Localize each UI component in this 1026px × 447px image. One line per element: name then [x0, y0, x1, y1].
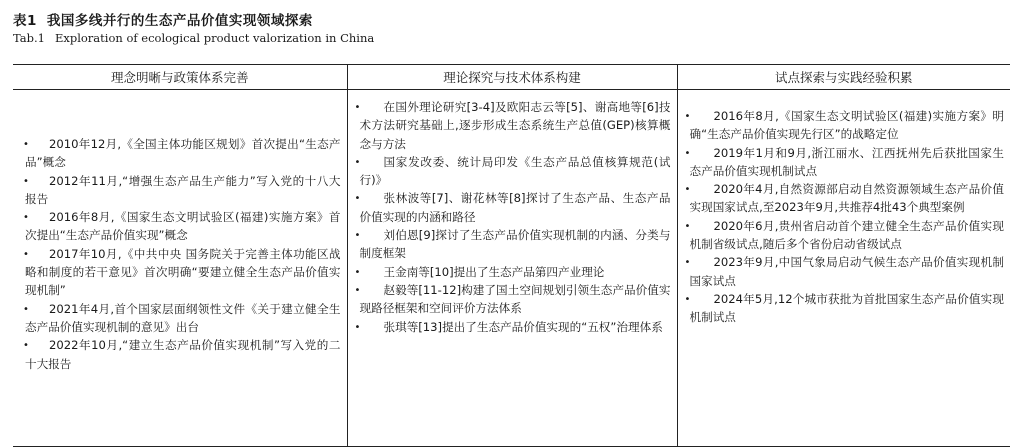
- policy-list: [17, 135, 343, 373]
- list-item: • 2017年10月,《中共中央 国务院关于完善主体功能区战略和制度的若干意见》首次明确“要建立健全生态产品价值实现机制”: [17, 245, 341, 300]
- list-item: • 2016年8月,《国家生态文明试验区(福建)实施方案》明确“生态产品价值实现先行区”的战略定位: [682, 107, 1005, 144]
- list-item: • 在国外理论研究[3-4]及欧阳志云等[5]、谢高地等[6]技术方法研究基础上,逐步形成生态系统生产总值(GEP)核算概念与方法: [352, 98, 671, 153]
- table-title-text: 我国多线并行的生态产品价值实现领域探索: [46, 13, 313, 29]
- column-header: 理念明晰与政策体系完善: [13, 65, 347, 90]
- table-title-en: [13, 31, 374, 45]
- column-header: 试点探索与实践经验积累: [677, 65, 1010, 90]
- theory-column-cell: [347, 90, 677, 447]
- list-item: • 2012年11月,“增强生态产品生产能力”写入党的十八大报告: [17, 172, 341, 209]
- list-item: • 国家发改委、统计局印发《生态产品总值核算规范(试行)》: [352, 153, 671, 190]
- table-header-row: [13, 65, 1010, 90]
- policy-column-cell: [13, 90, 347, 447]
- list-item: • 2019年1月和9月,浙江丽水、江西抚州先后获批国家生态产品价值实现机制试点: [682, 144, 1005, 181]
- table-title-zh: [13, 9, 313, 29]
- table-row: [13, 90, 1010, 447]
- list-item: • 刘伯恩[9]探讨了生态产品价值实现机制的内涵、分类与制度框架: [352, 226, 671, 263]
- list-item: • 王金南等[10]提出了生态产品第四产业理论: [352, 263, 671, 281]
- table-label: 表1: [13, 13, 37, 29]
- pilot-column-cell: [677, 90, 1010, 447]
- list-item: • 2023年9月,中国气象局启动气候生态产品价值实现机制国家试点: [682, 253, 1005, 290]
- column-header: 理论探究与技术体系构建: [347, 65, 677, 90]
- list-item: • 2016年8月,《国家生态文明试验区(福建)实施方案》首次提出“生态产品价值实现”概念: [17, 208, 341, 245]
- list-item: • 2022年10月,“建立生态产品价值实现机制”写入党的二十大报告: [17, 336, 341, 373]
- list-item: • 张琪等[13]提出了生态产品价值实现的“五权”治理体系: [352, 318, 671, 336]
- list-item: • 2024年5月,12个城市获批为首批国家生态产品价值实现机制试点: [682, 290, 1005, 327]
- theory-list: [352, 98, 673, 336]
- list-item: • 2010年12月,《全国主体功能区规划》首次提出“生态产品”概念: [17, 135, 341, 172]
- pilot-list: [682, 107, 1007, 327]
- list-item: • 赵毅等[11-12]构建了国土空间规划引领生态产品价值实现路径框架和空间评价方法体系: [352, 281, 671, 318]
- exploration-table: [13, 64, 1010, 447]
- table-title-en-text: Exploration of ecological product valorization in China: [54, 31, 375, 45]
- list-item: • 张林波等[7]、谢花林等[8]探讨了生态产品、生态产品价值实现的内涵和路径: [352, 189, 671, 226]
- list-item: • 2020年6月,贵州省启动首个建立健全生态产品价值实现机制省级试点,随后多个省份启动省级试点: [682, 217, 1005, 254]
- list-item: • 2021年4月,首个国家层面纲领性文件《关于建立健全生态产品价值实现机制的意见》出台: [17, 300, 341, 337]
- table-label-en: Tab.1: [13, 31, 45, 45]
- list-item: • 2020年4月,自然资源部启动自然资源领域生态产品价值实现国家试点,至2023年9月,共推荐4批43个典型案例: [682, 180, 1005, 217]
